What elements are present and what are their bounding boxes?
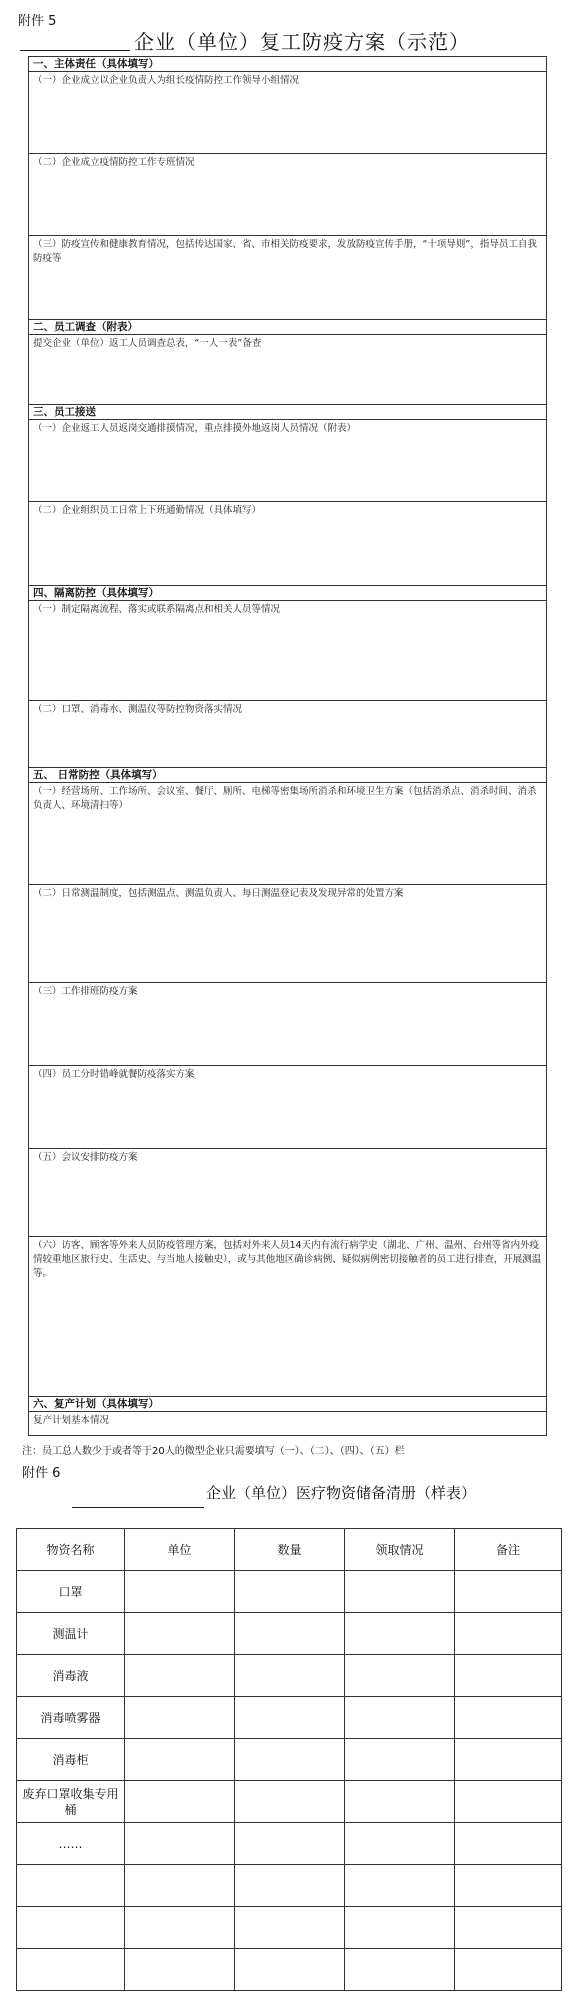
table-cell bbox=[235, 1739, 345, 1781]
form-item: （三）防疫宣传和健康教育情况，包括传达国家、省、市相关防疫要求，发放防疫宣传手册，“十项导则”，指导员工自我防疫等 bbox=[33, 239, 537, 264]
title-blank-line bbox=[20, 50, 130, 51]
table-row bbox=[17, 1613, 562, 1655]
table-row bbox=[17, 1823, 562, 1865]
table-row bbox=[17, 1655, 562, 1697]
table-cell bbox=[345, 1823, 455, 1865]
table-cell bbox=[125, 1697, 235, 1739]
table-cell bbox=[455, 1739, 562, 1781]
table-cell bbox=[125, 1907, 235, 1949]
footnote: 注：员工总人数少于或者等于20人的微型企业只需要填写（一）、（二）、（四）、（五）栏 bbox=[22, 1446, 405, 1457]
table-cell bbox=[345, 1655, 455, 1697]
table-cell bbox=[235, 1655, 345, 1697]
table-cell bbox=[345, 1865, 455, 1907]
column-header: 领取情况 bbox=[345, 1529, 455, 1571]
section-body bbox=[29, 782, 546, 1396]
table-cell bbox=[455, 1571, 562, 1613]
item-name-cell bbox=[17, 1949, 125, 1991]
table-cell bbox=[455, 1781, 562, 1823]
table-cell bbox=[345, 1949, 455, 1991]
table-cell bbox=[125, 1781, 235, 1823]
table-cell bbox=[235, 1865, 345, 1907]
medical-supplies-table bbox=[16, 1528, 562, 1991]
table-cell bbox=[455, 1823, 562, 1865]
table-cell bbox=[455, 1655, 562, 1697]
section-body bbox=[29, 600, 546, 767]
table-cell bbox=[125, 1949, 235, 1991]
attachment6-label: 附件 6 bbox=[22, 1466, 61, 1481]
item-name-cell: 消毒柜 bbox=[17, 1739, 125, 1781]
table-cell bbox=[125, 1655, 235, 1697]
table-cell bbox=[235, 1781, 345, 1823]
form-item: （一）企业返工人员返岗交通排摸情况，重点排摸外地返岗人员情况（附表） bbox=[29, 420, 546, 502]
table-cell bbox=[455, 1697, 562, 1739]
table-cell bbox=[455, 1865, 562, 1907]
section-header: 二、员工调查（附表） bbox=[29, 319, 546, 335]
table-cell bbox=[235, 1949, 345, 1991]
table-header-row bbox=[17, 1529, 562, 1571]
section-body bbox=[29, 1411, 546, 1435]
section-header: 六、复产计划（具体填写） bbox=[29, 1396, 546, 1412]
form-item: 复产计划基本情况 bbox=[33, 1415, 110, 1426]
table-row bbox=[17, 1571, 562, 1613]
section-body bbox=[29, 419, 546, 585]
table-row bbox=[17, 1739, 562, 1781]
table-row bbox=[17, 1697, 562, 1739]
item-name-cell: 废弃口罩收集专用桶 bbox=[17, 1781, 125, 1823]
table-row bbox=[17, 1865, 562, 1907]
table-row bbox=[17, 1949, 562, 1991]
item-name-cell: …… bbox=[17, 1823, 125, 1865]
attachment6-title: 企业（单位）医疗物资储备清册（样表） bbox=[206, 1484, 477, 1502]
section-body bbox=[29, 71, 546, 319]
table-cell bbox=[235, 1613, 345, 1655]
table-cell bbox=[125, 1823, 235, 1865]
table-cell bbox=[235, 1823, 345, 1865]
form-item: （四）员工分时错峰就餐防疫落实方案 bbox=[29, 1066, 546, 1149]
title-blank-line bbox=[72, 1507, 204, 1508]
column-header: 单位 bbox=[125, 1529, 235, 1571]
column-header: 数量 bbox=[235, 1529, 345, 1571]
form-item: （二）口罩、消毒水、测温仪等防控物资落实情况 bbox=[33, 704, 243, 715]
table-cell bbox=[125, 1571, 235, 1613]
form-item: （三）工作排班防疫方案 bbox=[29, 983, 546, 1066]
item-name-cell bbox=[17, 1907, 125, 1949]
item-name-cell bbox=[17, 1865, 125, 1907]
table-cell bbox=[345, 1613, 455, 1655]
table-cell bbox=[345, 1907, 455, 1949]
table-cell bbox=[235, 1571, 345, 1613]
table-cell bbox=[345, 1697, 455, 1739]
attachment5-title: 企业（单位）复工防疫方案（示范） bbox=[134, 30, 470, 54]
table-cell bbox=[235, 1697, 345, 1739]
item-name-cell: 测温计 bbox=[17, 1613, 125, 1655]
epidemic-plan-form bbox=[28, 56, 547, 1436]
item-name-cell: 消毒液 bbox=[17, 1655, 125, 1697]
column-header: 物资名称 bbox=[17, 1529, 125, 1571]
form-item: （一）企业成立以企业负责人为组长疫情防控工作领导小组情况 bbox=[29, 72, 546, 154]
section-header: 一、主体责任（具体填写） bbox=[33, 58, 159, 70]
table-cell bbox=[235, 1907, 345, 1949]
table-cell bbox=[455, 1613, 562, 1655]
table-cell bbox=[125, 1865, 235, 1907]
form-item: （二）企业组织员工日常上下班通勤情况（具体填写） bbox=[33, 505, 262, 516]
table-row bbox=[17, 1907, 562, 1949]
table-cell bbox=[125, 1739, 235, 1781]
form-item: （二）企业成立疫情防控工作专班情况 bbox=[29, 154, 546, 236]
table-row bbox=[17, 1781, 562, 1823]
table-cell bbox=[345, 1739, 455, 1781]
section-header: 五、 日常防控（具体填写） bbox=[29, 767, 546, 783]
form-item: （一）制定隔离流程、落实或联系隔离点和相关人员等情况 bbox=[29, 601, 546, 701]
table-cell bbox=[125, 1613, 235, 1655]
column-header: 备注 bbox=[455, 1529, 562, 1571]
attachment5-label: 附件 5 bbox=[18, 14, 57, 29]
section-body bbox=[29, 334, 546, 404]
section-header: 四、隔离防控（具体填写） bbox=[29, 585, 546, 601]
table-cell bbox=[455, 1907, 562, 1949]
section-header: 三、员工接送 bbox=[29, 404, 546, 420]
form-item: 提交企业（单位）返工人员调查总表，“一人一表”备查 bbox=[33, 338, 262, 349]
item-name-cell: 消毒喷雾器 bbox=[17, 1697, 125, 1739]
form-item: （一）经营场所、工作场所、会议室、餐厅、厕所、电梯等密集场所消杀和环境卫生方案（包括消杀点、消杀时间、消杀负责人、环境清扫等） bbox=[29, 783, 546, 885]
table-cell bbox=[455, 1949, 562, 1991]
form-item: （五）会议安排防疫方案 bbox=[29, 1149, 546, 1237]
table-cell bbox=[345, 1571, 455, 1613]
form-item: （六）访客、顾客等外来人员防疫管理方案，包括对外来人员14天内有流行病学史（湖北、广州、温州、台州等省内外疫情较重地区旅行史、生活史、与当地人接触史），或与其他地区确诊病例、疑似病例密切接触者的员工进行排查，开展测温等。 bbox=[33, 1240, 542, 1279]
form-item: （二）日常测温制度，包括测温点、测温负责人、每日测温登记表及发现异常的处置方案 bbox=[29, 885, 546, 983]
item-name-cell: 口罩 bbox=[17, 1571, 125, 1613]
table-cell bbox=[345, 1781, 455, 1823]
